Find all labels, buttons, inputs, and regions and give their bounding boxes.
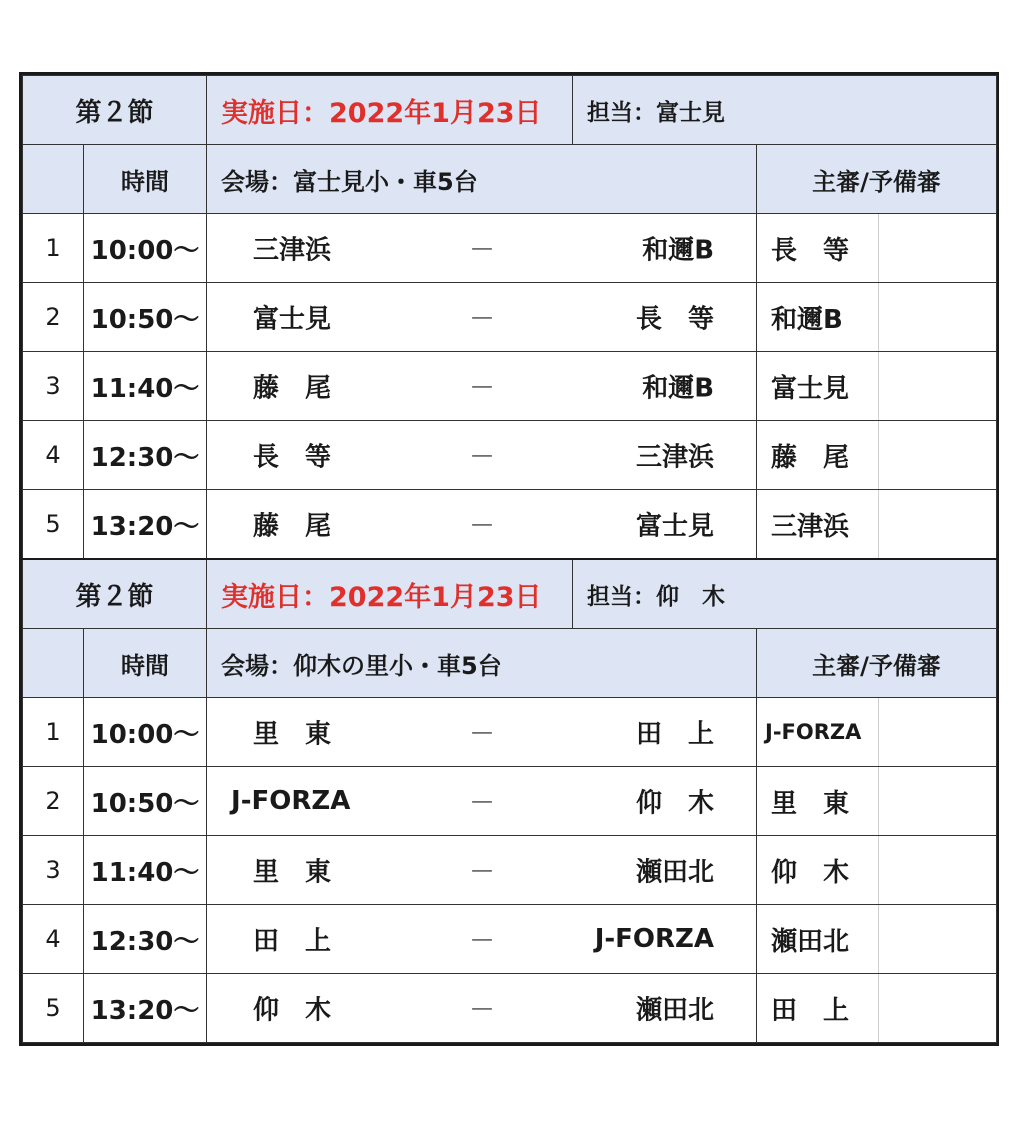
match-time: 10:00～ (84, 698, 207, 767)
versus-dash: － (469, 857, 496, 888)
main-referee: 瀬田北 (757, 905, 879, 974)
section-header-ogi (23, 559, 997, 629)
match-number: 3 (23, 836, 84, 905)
match-row (23, 214, 997, 283)
reserve-referee (879, 214, 997, 283)
time-header: 時間 (84, 145, 207, 214)
round-label: 第２節 (23, 559, 207, 629)
reserve-referee (879, 767, 997, 836)
match-time: 13:20～ (84, 974, 207, 1043)
main-referee: 和邇B (757, 283, 879, 352)
schedule-sheet (19, 72, 999, 1046)
home-team: 里 東 (253, 857, 332, 888)
match-row (23, 836, 997, 905)
away-team: 長 等 (636, 304, 715, 335)
match-time: 10:50～ (84, 283, 207, 352)
away-team: 富士見 (636, 511, 715, 542)
match-time: 11:40～ (84, 352, 207, 421)
section-header-fujimi (23, 76, 997, 145)
versus-dash: － (469, 788, 496, 819)
host-in-charge: 担当：富士見 (573, 76, 997, 145)
match-number: 2 (23, 283, 84, 352)
match-teams (207, 767, 757, 836)
match-time: 10:50～ (84, 767, 207, 836)
match-time: 11:40～ (84, 836, 207, 905)
venue-label: 会場：富士見小・車5台 (207, 145, 757, 214)
match-row (23, 352, 997, 421)
home-team: J-FORZA (231, 786, 351, 816)
event-date: 実施日：2022年1月23日 (207, 76, 573, 145)
match-teams (207, 905, 757, 974)
home-team: 里 東 (253, 719, 332, 750)
match-row (23, 698, 997, 767)
away-team: 瀬田北 (636, 857, 715, 888)
home-team: 仰 木 (253, 995, 332, 1026)
reserve-referee (879, 698, 997, 767)
main-referee: J-FORZA (757, 698, 879, 767)
versus-dash: － (469, 304, 496, 335)
host-in-charge: 担当：仰 木 (573, 559, 997, 629)
versus-dash: － (469, 373, 496, 404)
main-referee: 藤 尾 (757, 421, 879, 490)
reserve-referee (879, 974, 997, 1043)
match-time: 10:00～ (84, 214, 207, 283)
column-header-row (23, 629, 997, 698)
match-row (23, 283, 997, 352)
main-referee: 富士見 (757, 352, 879, 421)
match-teams (207, 698, 757, 767)
home-team: 長 等 (253, 442, 332, 473)
home-team: 富士見 (253, 304, 332, 335)
home-team: 藤 尾 (253, 511, 332, 542)
away-team: 和邇B (642, 373, 715, 404)
referee-header: 主審/予備審 (757, 629, 997, 698)
reserve-referee (879, 905, 997, 974)
match-number: 5 (23, 974, 84, 1043)
away-team: 和邇B (642, 235, 715, 266)
versus-dash: － (469, 511, 496, 542)
away-team: 仰 木 (636, 788, 715, 819)
main-referee: 長 等 (757, 214, 879, 283)
versus-dash: － (469, 995, 496, 1026)
home-team: 三津浜 (253, 235, 332, 266)
time-header: 時間 (84, 629, 207, 698)
reserve-referee (879, 352, 997, 421)
match-teams (207, 283, 757, 352)
match-teams (207, 214, 757, 283)
referee-header: 主審/予備審 (757, 145, 997, 214)
versus-dash: － (469, 926, 496, 957)
round-label: 第２節 (23, 76, 207, 145)
match-number: 4 (23, 905, 84, 974)
header-blank (23, 145, 84, 214)
away-team: 瀬田北 (636, 995, 715, 1026)
reserve-referee (879, 283, 997, 352)
reserve-referee (879, 836, 997, 905)
match-row (23, 974, 997, 1043)
away-team: 田 上 (636, 719, 715, 750)
match-number: 3 (23, 352, 84, 421)
reserve-referee (879, 490, 997, 560)
match-time: 12:30～ (84, 905, 207, 974)
match-number: 4 (23, 421, 84, 490)
match-teams (207, 421, 757, 490)
match-number: 5 (23, 490, 84, 560)
main-referee: 三津浜 (757, 490, 879, 560)
away-team: J-FORZA (594, 924, 715, 954)
venue-label: 会場：仰木の里小・車5台 (207, 629, 757, 698)
match-number: 2 (23, 767, 84, 836)
header-blank (23, 629, 84, 698)
schedule-table (22, 75, 997, 1043)
match-row (23, 905, 997, 974)
match-number: 1 (23, 698, 84, 767)
home-team: 田 上 (253, 926, 332, 957)
main-referee: 里 東 (757, 767, 879, 836)
match-row (23, 767, 997, 836)
event-date: 実施日：2022年1月23日 (207, 559, 573, 629)
match-row (23, 490, 997, 560)
match-teams (207, 974, 757, 1043)
match-time: 12:30～ (84, 421, 207, 490)
main-referee: 田 上 (757, 974, 879, 1043)
home-team: 藤 尾 (253, 373, 332, 404)
match-teams (207, 490, 757, 560)
main-referee: 仰 木 (757, 836, 879, 905)
match-time: 13:20～ (84, 490, 207, 560)
away-team: 三津浜 (636, 442, 715, 473)
versus-dash: － (469, 235, 496, 266)
versus-dash: － (469, 719, 496, 750)
reserve-referee (879, 421, 997, 490)
match-teams (207, 836, 757, 905)
match-teams (207, 352, 757, 421)
versus-dash: － (469, 442, 496, 473)
match-number: 1 (23, 214, 84, 283)
match-row (23, 421, 997, 490)
column-header-row (23, 145, 997, 214)
